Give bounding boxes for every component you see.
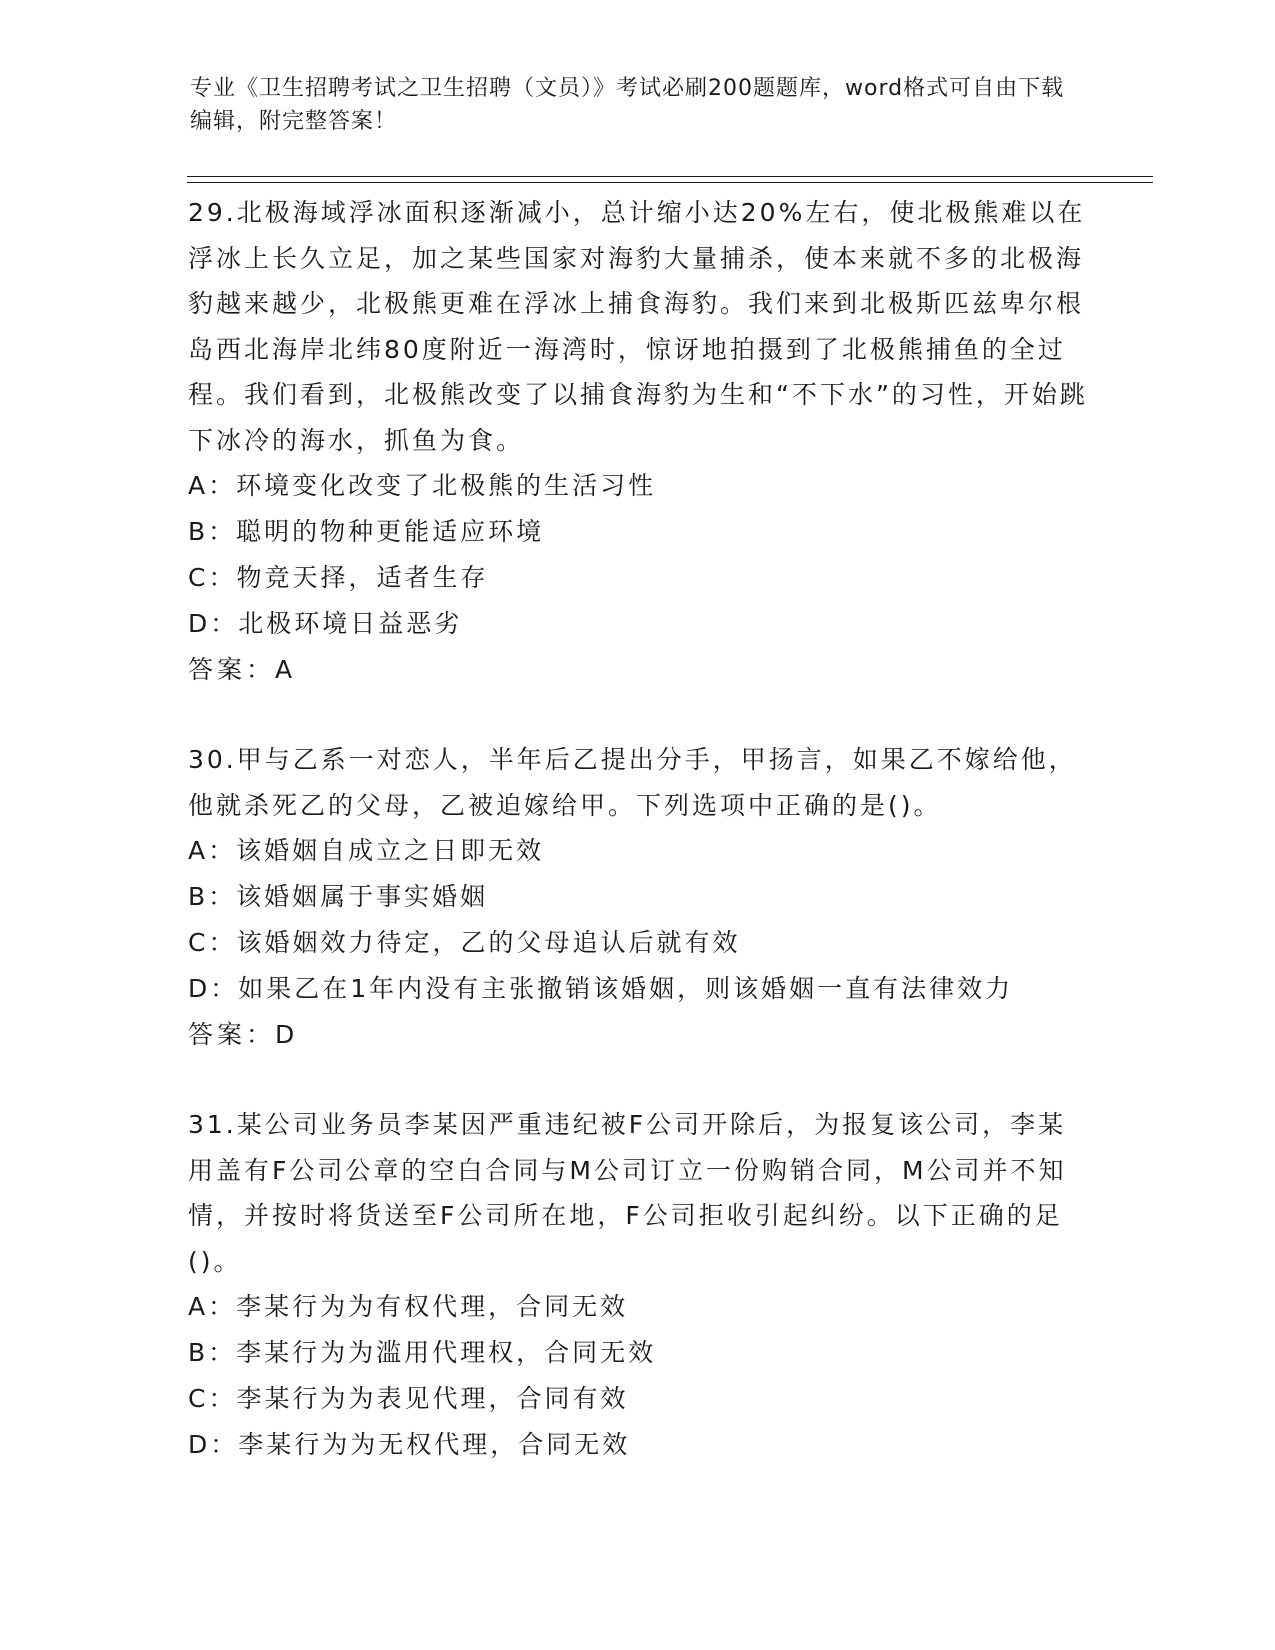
question-spacer [188,1058,1088,1102]
question-31 [188,1102,1088,1468]
document-header: 专业《卫生招聘考试之卫生招聘（文员）》考试必刷200题题库，word格式可自由下载编辑，附完整答案！ [190,76,1065,134]
answer: 答案：D [188,1020,299,1049]
questions-list [188,190,1088,1468]
question-spacer [188,693,1088,737]
option-c: C：该婚姻效力待定，乙的父母追认后就有效 [188,928,741,957]
question-stem: 29.北极海域浮冰面积逐渐减小，总计缩小达20%左右，使北极熊难以在浮冰上长久立足，加之某些国家对海豹大量捕杀，使本来就不多的北极海豹越来越少，北极熊更难在浮冰上捕食海豹。我们来到北极斯匹兹卑尔根岛西北海岸北纬80度附近一海湾时，惊讶地拍摄到了北极熊捕鱼的全过程。我们看到，北极熊改变了以捕食海豹为生和“不下水”的习性，开始跳下冰冷的海水，抓鱼为食。 [188,198,1088,455]
option-a: A：环境变化改变了北极熊的生活习性 [188,471,657,500]
question-stem: 31.某公司业务员李某因严重违纪被F公司开除后，为报复该公司，李某用盖有F公司公章的空白合同与M公司订立一份购销合同，M公司并不知情，并按时将货送至F公司所在地，F公司拒收引起纠纷。以下正确的足()。 [188,1110,1067,1276]
option-d: D：北极环境日益恶劣 [188,609,463,638]
question-stem: 30.甲与乙系一对恋人，半年后乙提出分手，甲扬言，如果乙不嫁给他，他就杀死乙的父母，乙被迫嫁给甲。下列选项中正确的是()。 [188,745,1077,820]
question-29 [188,190,1088,693]
question-30 [188,737,1088,1058]
option-c: C：李某行为为表见代理，合同有效 [188,1384,629,1413]
answer: 答案：A [188,655,297,684]
header-divider-top [187,176,1153,177]
option-b: B：该婚姻属于事实婚姻 [188,882,489,911]
option-a: A：该婚姻自成立之日即无效 [188,836,545,865]
option-d: D：李某行为为无权代理，合同无效 [188,1430,631,1459]
option-c: C：物竞天择，适者生存 [188,563,489,592]
option-b: B：聪明的物种更能适应环境 [188,517,545,546]
option-d: D：如果乙在1年内没有主张撤销该婚姻，则该婚姻一直有法律效力 [188,974,1014,1003]
option-b: B：李某行为为滥用代理权，合同无效 [188,1338,657,1367]
option-a: A：李某行为为有权代理，合同无效 [188,1292,629,1321]
header-divider-bottom [187,182,1153,183]
